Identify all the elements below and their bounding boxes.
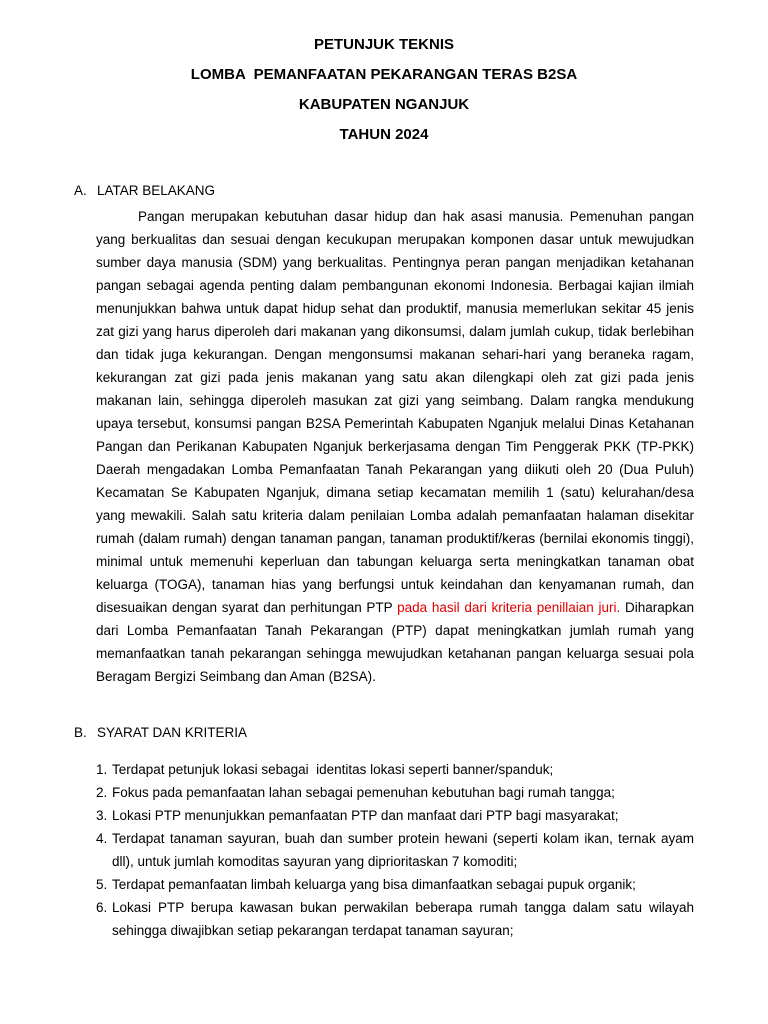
section-b-heading	[74, 724, 247, 742]
list-item-number: 3.	[96, 808, 108, 823]
list-item-number: 1.	[96, 762, 108, 777]
list-item-text: Fokus pada pemanfaatan lahan sebagai pemenuhan kebutuhan bagi rumah tangga;	[112, 785, 615, 800]
criteria-list	[96, 758, 694, 942]
section-b-title: SYARAT DAN KRITERIA	[97, 725, 248, 740]
list-item-number: 5.	[96, 877, 108, 892]
document-title	[0, 34, 768, 154]
list-item	[96, 873, 694, 896]
title-line-3: KABUPATEN NGANJUK	[298, 96, 470, 113]
section-a-paragraph	[96, 205, 694, 688]
list-item-number: 4.	[96, 831, 108, 846]
title-line-4: TAHUN 2024	[339, 126, 429, 143]
list-item	[96, 781, 694, 804]
list-item-text: Terdapat pemanfaatan limbah keluarga yang bisa dimanfaatkan sebagai pupuk organik;	[112, 877, 636, 892]
paragraph-text-red: pada hasil dari kriteria penillaian juri.	[397, 600, 621, 615]
section-a-letter: A.	[74, 183, 87, 198]
section-a-title: LATAR BELAKANG	[97, 183, 216, 198]
list-item-text: Lokasi PTP berupa kawasan bukan perwakilan beberapa rumah tangga dalam satu wilayah sehingga diwajibkan setiap pekarangan terdapat tanaman sayuran;	[112, 900, 694, 938]
list-item	[96, 758, 694, 781]
paragraph-text-end: Diharapkan dari Lomba Pemanfaatan Tanah Pekarangan (PTP) dapat meningkatkan jumlah rumah yang memanfaatkan tanah pekarangan sehingga mewujudkan ketahanan pangan keluarga sesuai pola Beragam Bergizi Seimbang dan Aman (B2SA).	[96, 600, 694, 684]
list-item	[96, 827, 694, 873]
section-a-heading	[74, 182, 215, 200]
title-line-2: LOMBA PEMANFAATAN PEKARANGAN TERAS B2SA	[190, 66, 578, 83]
list-item-number: 6.	[96, 900, 108, 915]
paragraph-text-main: Pangan merupakan kebutuhan dasar hidup dan hak asasi manusia. Pemenuhan pangan yang berkualitas dan sesuai dengan kecukupan merupakan komponen dasar untuk mewujudkan sumber daya manusia (SDM) yang berkualitas. Pentingnya peran pangan menjadikan ketahanan pangan sebagai agenda penting dalam pembangunan ekonomi Indonesia. Berbagai kajian ilmiah menunjukkan bahwa untuk dapat hidup sehat dan produktif, manusia memerlukan sekitar 45 jenis zat gizi yang harus diperoleh dari makanan yang dikonsumsi, dalam jumlah cukup, tidak berlebihan dan tidak juga kekurangan. Dengan mengonsumsi makanan sehari-hari yang beraneka ragam, kekurangan zat gizi pada jenis makanan yang satu akan dilengkapi oleh zat gizi pada jenis makanan lain, sehingga diperoleh masukan zat gizi yang seimbang. Dalam rangka mendukung upaya tersebut, konsumsi pangan B2SA Pemerintah Kabupaten Nganjuk melalui Dinas Ketahanan Pangan dan Perikanan Kabupaten Nganjuk berkerjasama dengan Tim Penggerak PKK (TP-PKK) Daerah mengadakan Lomba Pemanfaatan Tanah Pekarangan yang diikuti oleh 20 (Dua Puluh) Kecamatan Se Kabupaten Nganjuk, dimana setiap kecamatan memilih 1 (satu) kelurahan/desa yang mewakili. Salah satu kriteria dalam penilaian Lomba adalah pemanfaatan halaman disekitar rumah (dalam rumah) dengan tanaman pangan, tanaman produktif/keras (bernilai ekonomis tinggi), minimal untuk memenuhi keperluan dan tabungan keluarga serta meningkatkan tanaman obat keluarga (TOGA), tanaman hias yang berfungsi untuk keindahan dan kenyamanan rumah, dan disesuaikan dengan syarat dan perhitungan PTP	[96, 209, 694, 615]
list-item-text: Terdapat tanaman sayuran, buah dan sumber protein hewani (seperti kolam ikan, ternak ayam dll), untuk jumlah komoditas sayuran yang diprioritaskan 7 komoditi;	[112, 831, 694, 869]
list-item-text: Lokasi PTP menunjukkan pemanfaatan PTP dan manfaat dari PTP bagi masyarakat;	[112, 808, 619, 823]
list-item	[96, 896, 694, 942]
list-item	[96, 804, 694, 827]
title-line-1: PETUNJUK TEKNIS	[313, 36, 455, 53]
list-item-number: 2.	[96, 785, 108, 800]
section-b-letter: B.	[74, 725, 87, 740]
list-item-text: Terdapat petunjuk lokasi sebagai identitas lokasi seperti banner/spanduk;	[112, 762, 554, 777]
